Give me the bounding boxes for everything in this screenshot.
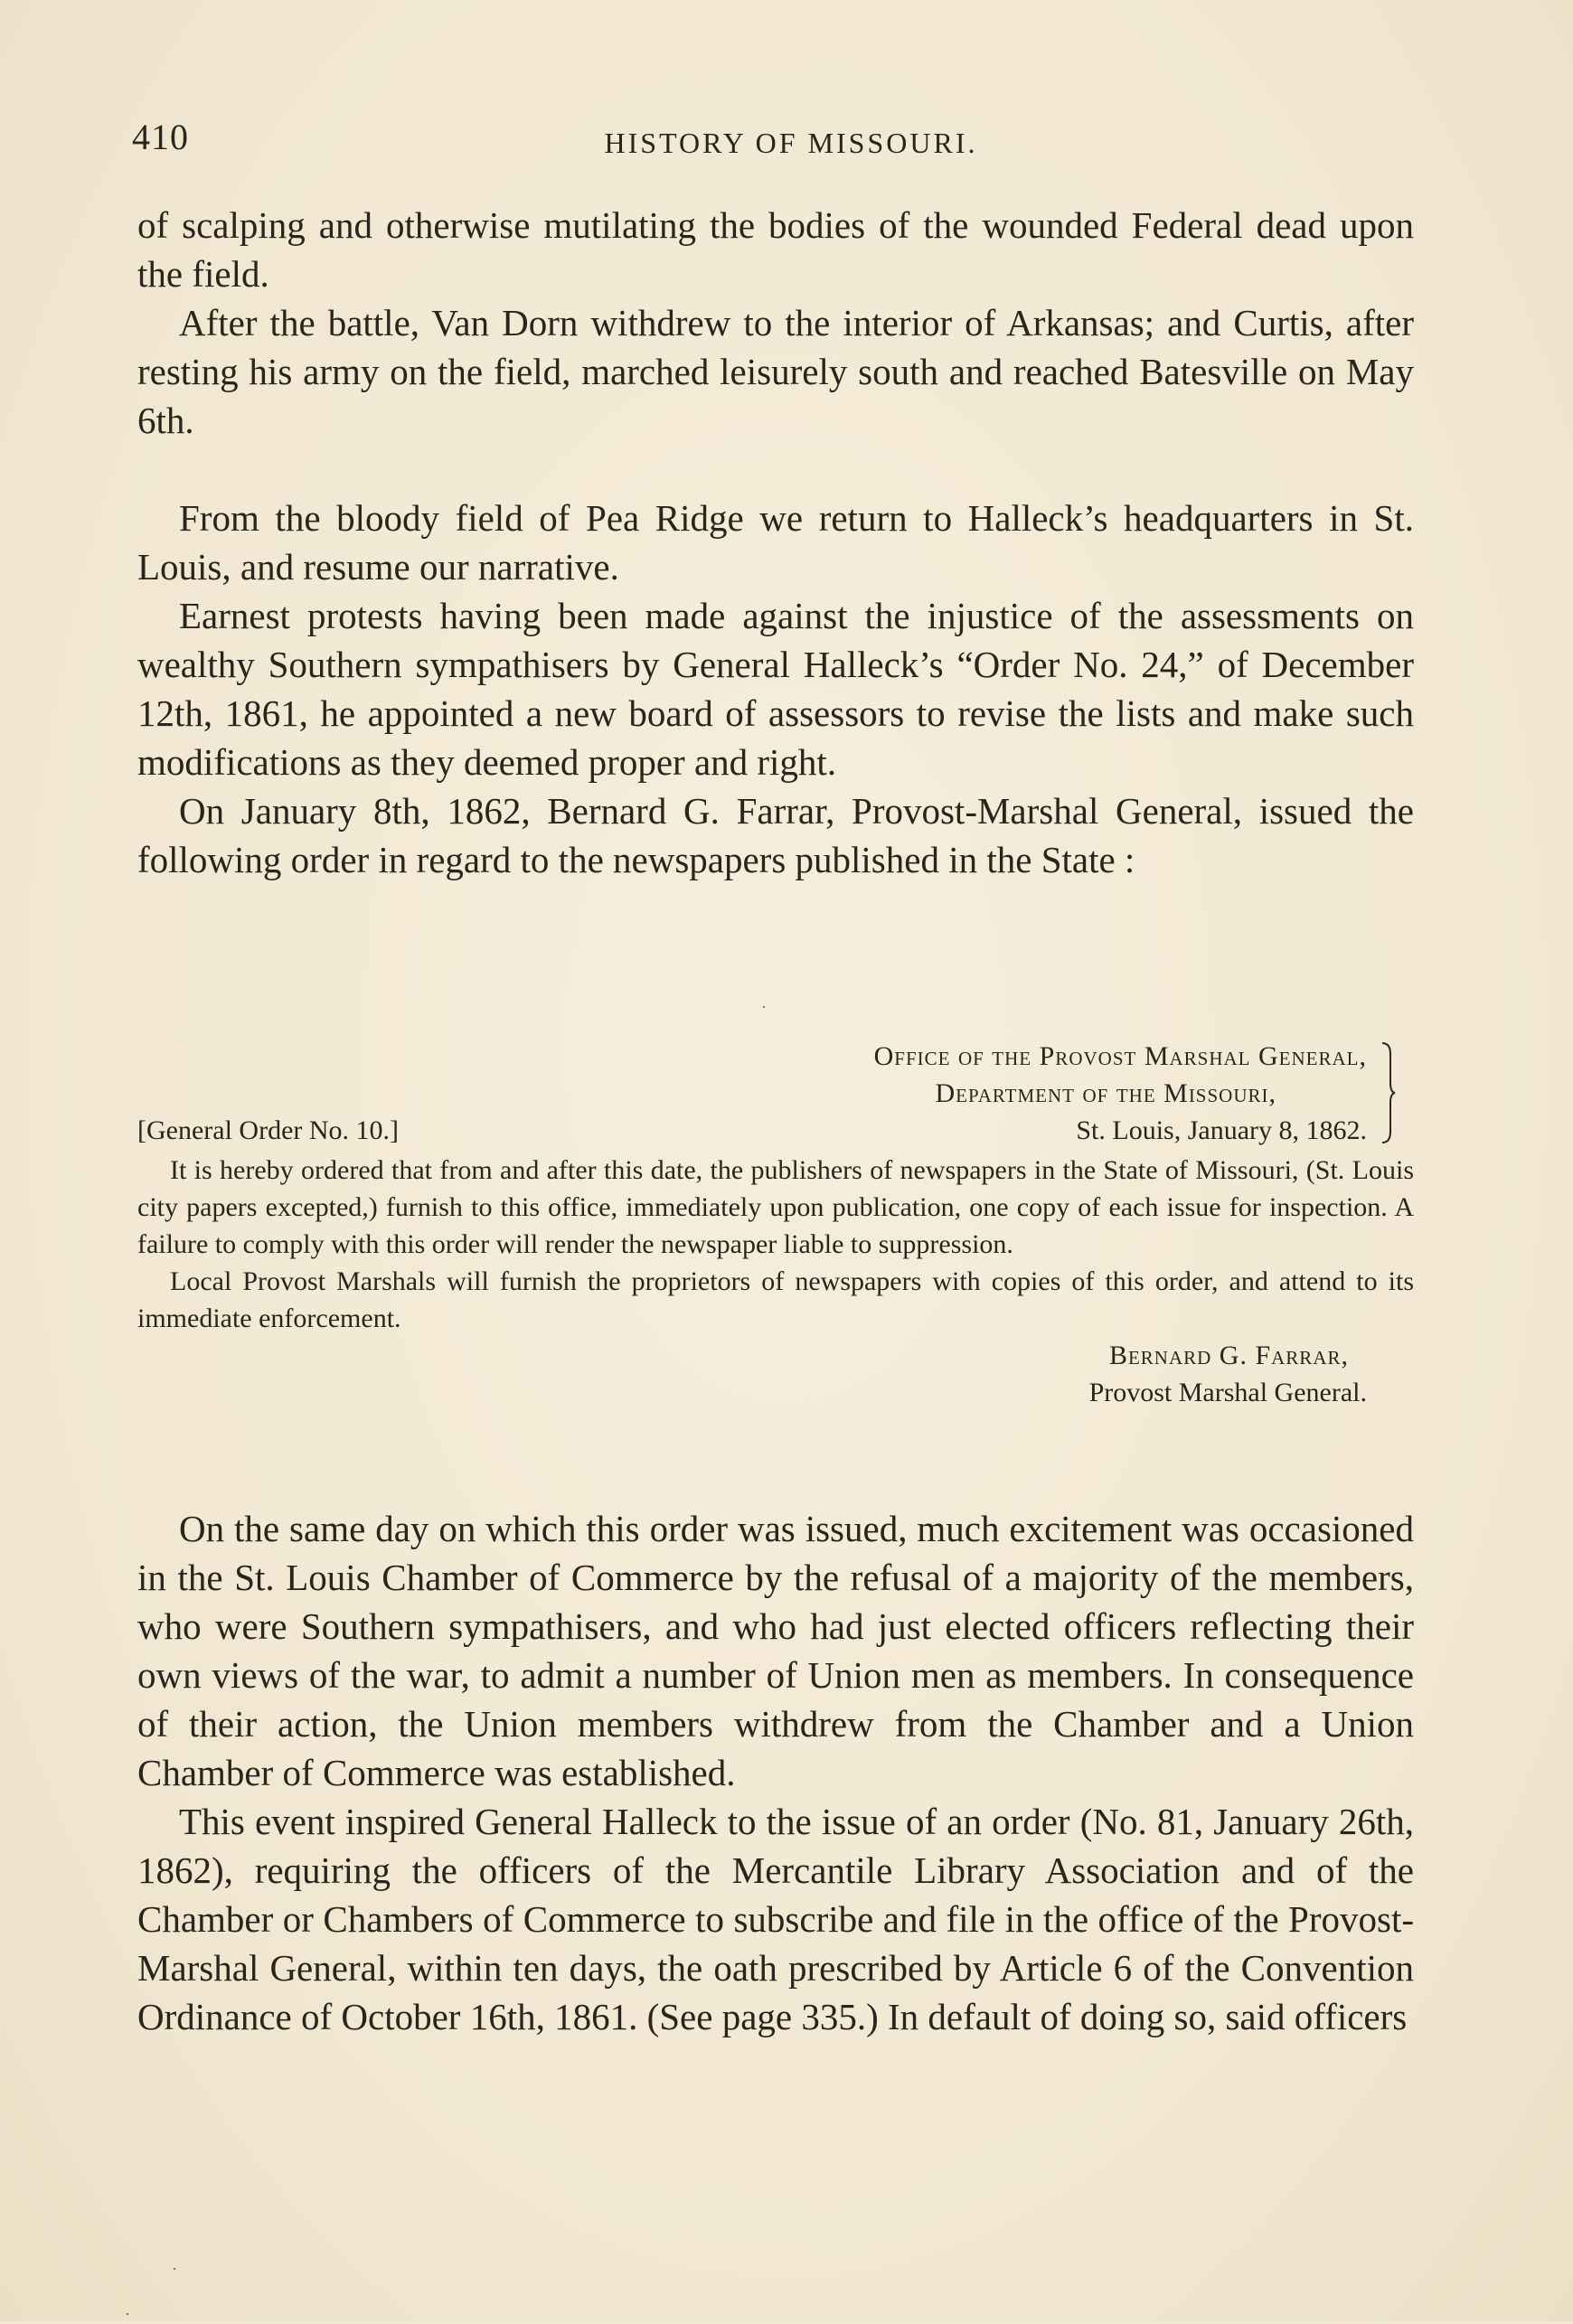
general-order-10 [137,1038,1414,1411]
paragraph-january-order: On January 8th, 1862, Bernard G. Farrar, Provost-Marshal General, issued the following order in regard to the newspapers published in the State : [137,790,1414,880]
office-line: Office of the Provost Marshal General, [873,1041,1367,1071]
office-address [589,1038,1367,1149]
print-speck: · [125,2305,130,2323]
signature-name: Bernard G. Farrar, [1108,1341,1349,1370]
order-signature [137,1337,1414,1411]
text-block-bottom [137,1504,1414,2041]
print-speck: · [172,2260,177,2278]
order-heading [137,1038,1414,1152]
date-text: St. Louis, January 8, 1862. [1076,1115,1367,1145]
signature-title: Provost Marshal General. [1088,1378,1367,1407]
order-paragraph-1: It is hereby ordered that from and after this date, the publishers of newspapers in the State of Missouri, (St. Louis city papers excepted,) furnish to this office, immediately upon publication, one copy of each issue for inspection. A failure to comply with this order will render the newspaper liable to suppression. [137,1155,1414,1259]
general-order-number: [General Order No. 10.] [137,1115,400,1145]
paragraph-pea-ridge: From the bloody field of Pea Ridge we return to Halleck’s headquarters in St. Louis, and resume our narrative. [137,497,1414,588]
paragraph-order-81: This event inspired General Halleck to the issue of an order (No. 81, January 26th, 1862), requiring the officers of the Mercantile Library Association and of the Chamber or Chambers of Commerce to subscribe and file in the office of the Provost-Marshal General, within ten days, the oath prescribed by Article 6 of the Convention Ordinance of October 16th, 1861. (See page 335.) In default of doing so, said officers [137,1801,1414,2037]
page-number: 410 [132,117,189,157]
print-speck: · [761,998,767,1016]
date-line [589,1112,1367,1149]
brace-icon [1380,1041,1396,1144]
running-head: HISTORY OF MISSOURI. [604,127,978,159]
page-header [0,116,1573,170]
department-line: Department of the Missouri, [935,1078,1276,1108]
text-block-top [137,201,1414,884]
paragraph-earnest-protests: Earnest protests having been made against the injustice of the assessments on wealthy Southern sympathisers by General Halleck’s “Order No. 24,” of December 12th, 1861, he appointed a new board of assessors to revise the lists and make such modifications as they deemed proper and right. [137,595,1414,783]
paragraph-chamber-of-commerce: On the same day on which this order was issued, much excitement was occasioned in the St. Louis Chamber of Commerce by the refusal of a majority of the members, who were Southern sympathisers, and who had just elected officers reflecting their own views of the war, to admit a number of Union men as members. In consequence of their action, the Union members withdrew from the Chamber and a Union Chamber of Commerce was established. [137,1508,1414,1793]
order-paragraph-2: Local Provost Marshals will furnish the proprietors of newspapers with copies of this order, and attend to its immediate enforcement. [137,1266,1414,1333]
paragraph-after-battle: After the battle, Van Dorn withdrew to the interior of Arkansas; and Curtis, after resting his army on the field, marched leisurely south and reached Batesville on May 6th. [137,302,1414,441]
paragraph-scalping: of scalping and otherwise mutilating the bodies of the wounded Federal dead upon the field. [137,204,1414,295]
